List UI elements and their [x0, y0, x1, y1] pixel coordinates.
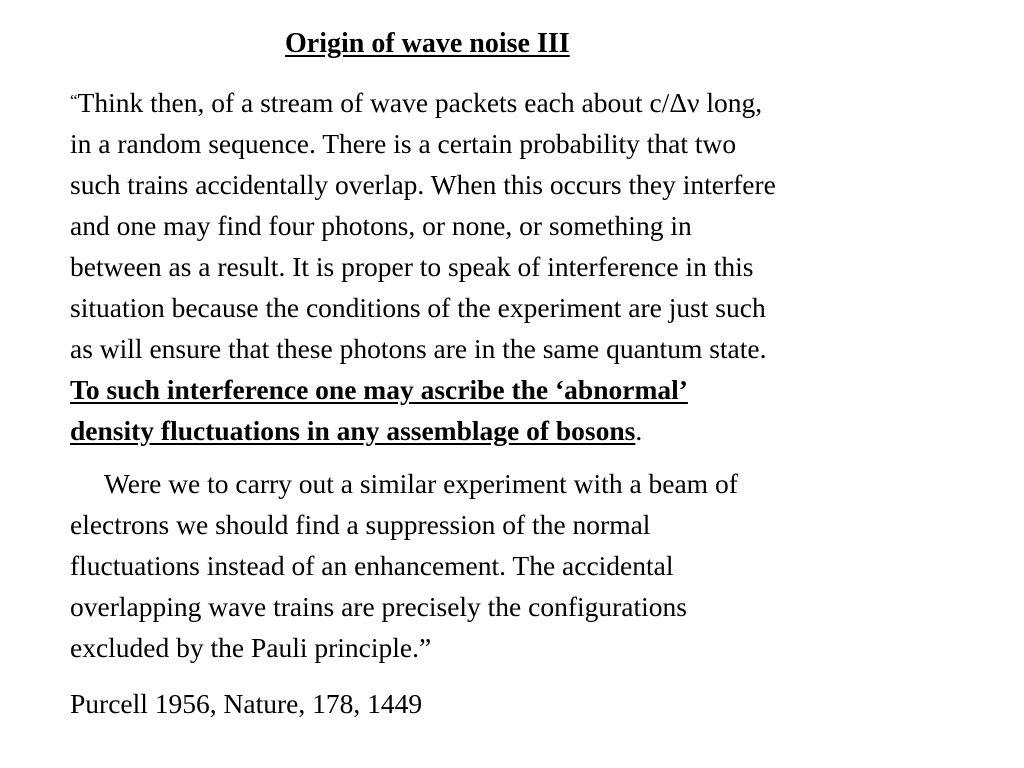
quote-line: such trains accidentally overlap. When this occurs they interfere [70, 169, 776, 200]
quote-line: overlapping wave trains are precisely the configurations [70, 591, 687, 622]
quote-line: Were we to carry out a similar experiment with a beam of [104, 468, 738, 499]
quote-line: in a random sequence. There is a certain probability that two [70, 128, 737, 159]
quote-line: as will ensure that these photons are in the same quantum state. [70, 333, 767, 364]
citation: Purcell 1956, Nature, 178, 1449 [70, 688, 423, 719]
emphasis-line [70, 410, 970, 451]
emphasis-line [70, 369, 970, 410]
open-quote-mark: “ [70, 91, 78, 110]
quote-line [70, 80, 970, 123]
emphasis-period: . [635, 415, 643, 446]
quote-line: electrons we should find a suppression of the normal [70, 509, 651, 540]
quote-line: fluctuations instead of an enhancement. The accidental [70, 550, 674, 581]
quote-paragraph-1 [70, 80, 970, 451]
quote-line: and one may find four photons, or none, or something in [70, 210, 692, 241]
emphasis-text: density fluctuations in any assemblage of bosons [70, 415, 636, 446]
quote-line: between as a result. It is proper to speak of interference in this [70, 251, 754, 282]
quote-line-text: Think then, of a stream of wave packets each about c/Δν long, [77, 87, 763, 118]
slide-title: Origin of wave noise III [285, 28, 570, 59]
quote-paragraph-2 [70, 463, 970, 668]
quote-line: situation because the conditions of the experiment are just such [70, 292, 766, 323]
quote-body [70, 80, 970, 724]
quote-line: excluded by the Pauli principle.” [70, 632, 432, 663]
emphasis-text: To such interference one may ascribe the ‘abnormal’ [70, 374, 688, 405]
